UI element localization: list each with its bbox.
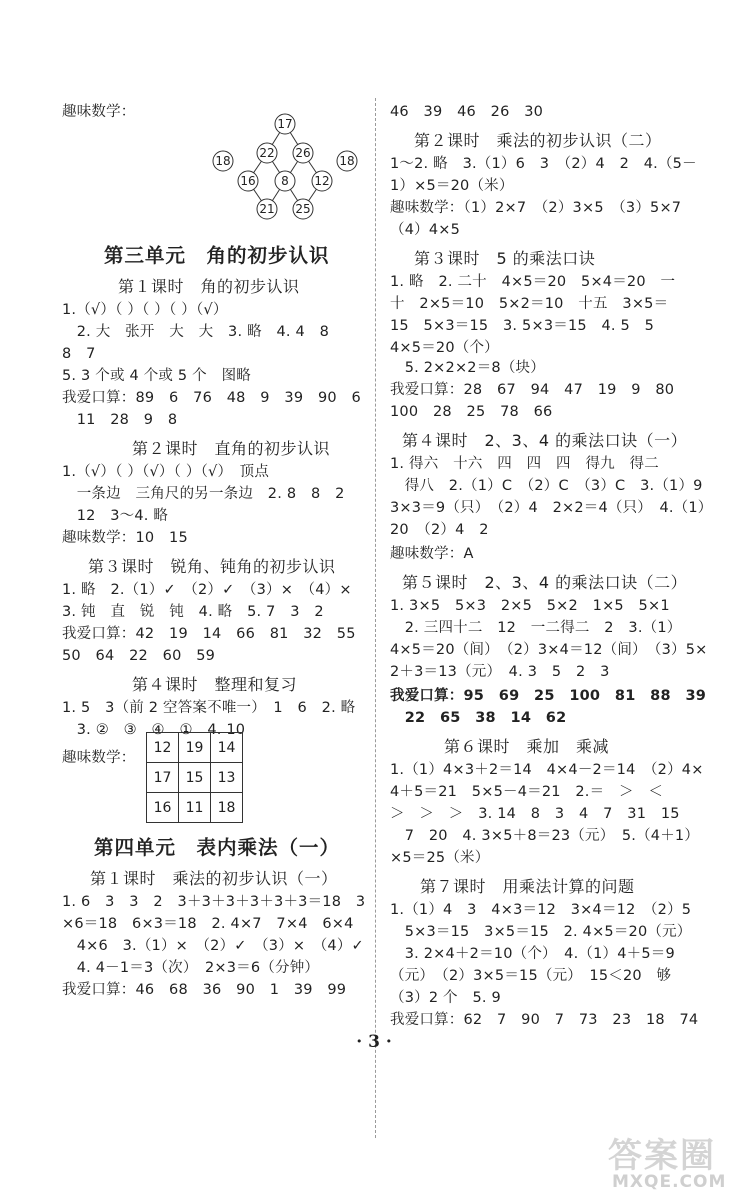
column-divider [375,98,376,1138]
r-lesson6-title: 第６课时 乘加 乘减 [444,737,610,756]
r-lesson2-title: 第２课时 乘法的初步认识（二） [414,131,662,150]
node-mid-right-value: 26 [295,146,311,160]
r2-line: 1～2. 略 3.（1）6 3 （2）4 2 4.（5－ [390,156,697,172]
fun-math-label: 趣味数学： [62,104,136,120]
diamond-connectors [248,124,322,209]
magic-square-grid [146,732,243,823]
r7-line: 5×3＝15 3×5＝15 2. 4×5＝20（元） [390,924,692,940]
node-center-value: 8 [281,174,289,188]
r7-line: （元） （2）3×5＝15（元） 15＜20 够 [390,968,672,984]
u3l3-line: 1. 略 2.（1）✓ （2）✓ （3）× （4）× [62,582,352,598]
u3l4-line: 1. 5 3（前 2 空答案不唯一） 1 6 2. 略 [62,700,356,716]
node-top-value: 17 [277,117,293,131]
r4-line: 20 （2）4 2 [390,522,489,538]
r5-line: 2＋3＝13（元） 4. 3 5 2 3 [390,664,610,680]
r-lesson7-title: 第７课时 用乘法计算的问题 [420,877,635,896]
r3-line: 5. 2×2×2＝8（块） [390,360,545,376]
node-bottom-right-value: 25 [295,202,311,216]
u4l1-line: 我爱口算：46 68 36 90 1 39 99 [62,982,347,998]
u3-lesson4-title: 第４课时 整理和复习 [132,675,298,694]
u3l2-line: 趣味数学：10 15 [62,530,188,546]
grid-cell: 15 [179,763,211,793]
u4-lesson1-title: 第１课时 乘法的初步认识（一） [90,869,338,888]
u3l4-line: 3. ② ③ ④ ① 4. 10 [62,722,246,738]
r7-line: （3）2 个 5. 9 [390,990,501,1006]
grid-cell: 13 [211,763,243,793]
u3l1-line: 5. 3 个或 4 个或 5 个 图略 [62,368,251,384]
node-inner-right-value: 12 [314,174,330,188]
watermark [590,1128,740,1198]
u3l1-line: 我爱口算：89 6 76 48 9 39 90 6 [62,390,361,406]
node-inner-left-value: 16 [240,174,256,188]
u3-lesson1-title: 第１课时 角的初步认识 [118,277,300,296]
r5-line: 我爱口算：95 69 25 100 81 88 39 [390,688,707,704]
r5-line: 4×5＝20（间） （2）3×4＝12（间） （3）5× [390,642,708,658]
r7-line: 3. 2×4＋2＝10（个） 4.（1）4＋5＝9 [390,946,675,962]
r6-line: 1.（1）4×3＋2＝14 4×4－2＝14 （2）4× [390,762,704,778]
node-far-left-value: 18 [215,154,231,168]
r3-line: 100 28 25 78 66 [390,404,553,420]
u4l1-line: 1. 6 3 3 2 3＋3＋3＋3＋3＋3＝18 3 [62,894,366,910]
u3l1-line: 11 28 9 8 [62,412,178,428]
u3l3-line: 我爱口算：42 19 14 66 81 32 55 [62,626,356,642]
u3l2-line: 12 3～4. 略 [62,508,169,524]
grid-cell: 14 [211,733,243,763]
r-lesson3-title: 第３课时 5 的乘法口诀 [414,249,596,268]
r4-line: 趣味数学：A [390,546,474,562]
unit3-title: 第三单元 角的初步认识 [104,244,330,267]
node-bottom-left-value: 21 [259,202,275,216]
grid-cell: 18 [211,793,243,823]
r7-line: 1.（1）4 3 4×3＝12 3×4＝12 （2）5 [390,902,692,918]
u3l2-line: 一条边 三角尺的另一条边 2. 8 8 2 [62,486,345,502]
grid-cell: 17 [147,763,179,793]
grid-cell: 19 [179,733,211,763]
r3-line: 我爱口算：28 67 94 47 19 9 80 [390,382,675,398]
watermark-url: MXQE.COM [612,1172,727,1192]
r6-line: ＞ ＞ ＞ 3. 14 8 3 4 7 31 15 [390,806,680,822]
grid-cell: 11 [179,793,211,823]
u3l1-line: 2. 大 张开 大 大 3. 略 4. 4 8 [62,324,330,340]
u3l1-line: 1.（√）（ ）（ ）（ ）（√） [62,302,228,318]
u3l3-line: 3. 钝 直 锐 钝 4. 略 5. 7 3 2 [62,604,324,620]
u3l3-line: 50 64 22 60 59 [62,648,216,664]
r3-line: 15 5×3＝15 3. 5×3＝15 4. 5 5 [390,318,655,334]
r6-line: 7 20 4. 3×5＋8＝23（元） 5.（4＋1） [390,828,700,844]
r3-line: 1. 略 2. 二十 4×5＝20 5×4＝20 一 [390,274,676,290]
node-far-right-value: 18 [339,154,355,168]
grid-cell: 12 [147,733,179,763]
page-number: · 3 · [356,1032,392,1052]
r5-line: 2. 三四十二 12 一二得二 2 3.（1） [390,620,682,636]
r-lesson4-title: 第４课时 2、3、4 的乘法口诀（一） [402,431,688,450]
u4l1-line: ×6＝18 6×3＝18 2. 4×7 7×4 6×4 [62,916,354,932]
u3l1-line: 8 7 [62,346,96,362]
fun-math-diamond-diagram [210,113,360,221]
r5-line: 22 65 38 14 62 [390,710,567,726]
node-mid-left-value: 22 [259,146,275,160]
r4-line: 3×3＝9（只） （2）4 2×2＝4（只） 4.（1） [390,500,713,516]
r4-line: 1. 得六 十六 四 四 四 得九 得二 [390,456,659,472]
fun-math-label-2: 趣味数学： [62,750,136,766]
r-lesson5-title: 第５课时 2、3、4 的乘法口诀（二） [402,573,688,592]
r4-line: 得八 2.（1）C （2）C （3）C 3.（1）9 [390,478,703,494]
u4l1-line: 4. 4－1＝3（次） 2×3＝6（分钟） [62,960,320,976]
u4l1-line: 4×6 3.（1）× （2）✓ （3）× （4）✓ [62,938,364,954]
u3-lesson2-title: 第２课时 直角的初步认识 [132,439,331,458]
u3l2-line: 1.（√）（ ）（√）（ ）（√） 顶点 [62,464,270,480]
watermark-logo-text: 答案圈 [608,1136,716,1176]
r3-line: 4×5＝20（个） [390,340,499,356]
r2-line: 1）×5＝20（米） [390,178,514,194]
r3-line: 十 2×5＝10 5×2＝10 十五 3×5＝ [390,296,669,312]
r5-line: 1. 3×5 5×3 2×5 5×2 1×5 5×1 [390,598,670,614]
r2-line: （4）4×5 [390,222,461,238]
r6-line: ×5＝25（米） [390,850,490,866]
r6-line: 4＋5＝21 5×5－4＝21 2.＝ ＞ ＜ [390,784,664,800]
u3-lesson3-title: 第３课时 锐角、钝角的初步认识 [88,557,336,576]
grid-cell: 16 [147,793,179,823]
unit4-title: 第四单元 表内乘法（一） [94,836,341,859]
right-top-line: 46 39 46 26 30 [390,104,544,120]
r2-line: 趣味数学：（1）2×7 （2）3×5 （3）5×7 [390,200,682,216]
r7-line: 我爱口算：62 7 90 7 73 23 18 74 [390,1012,699,1028]
